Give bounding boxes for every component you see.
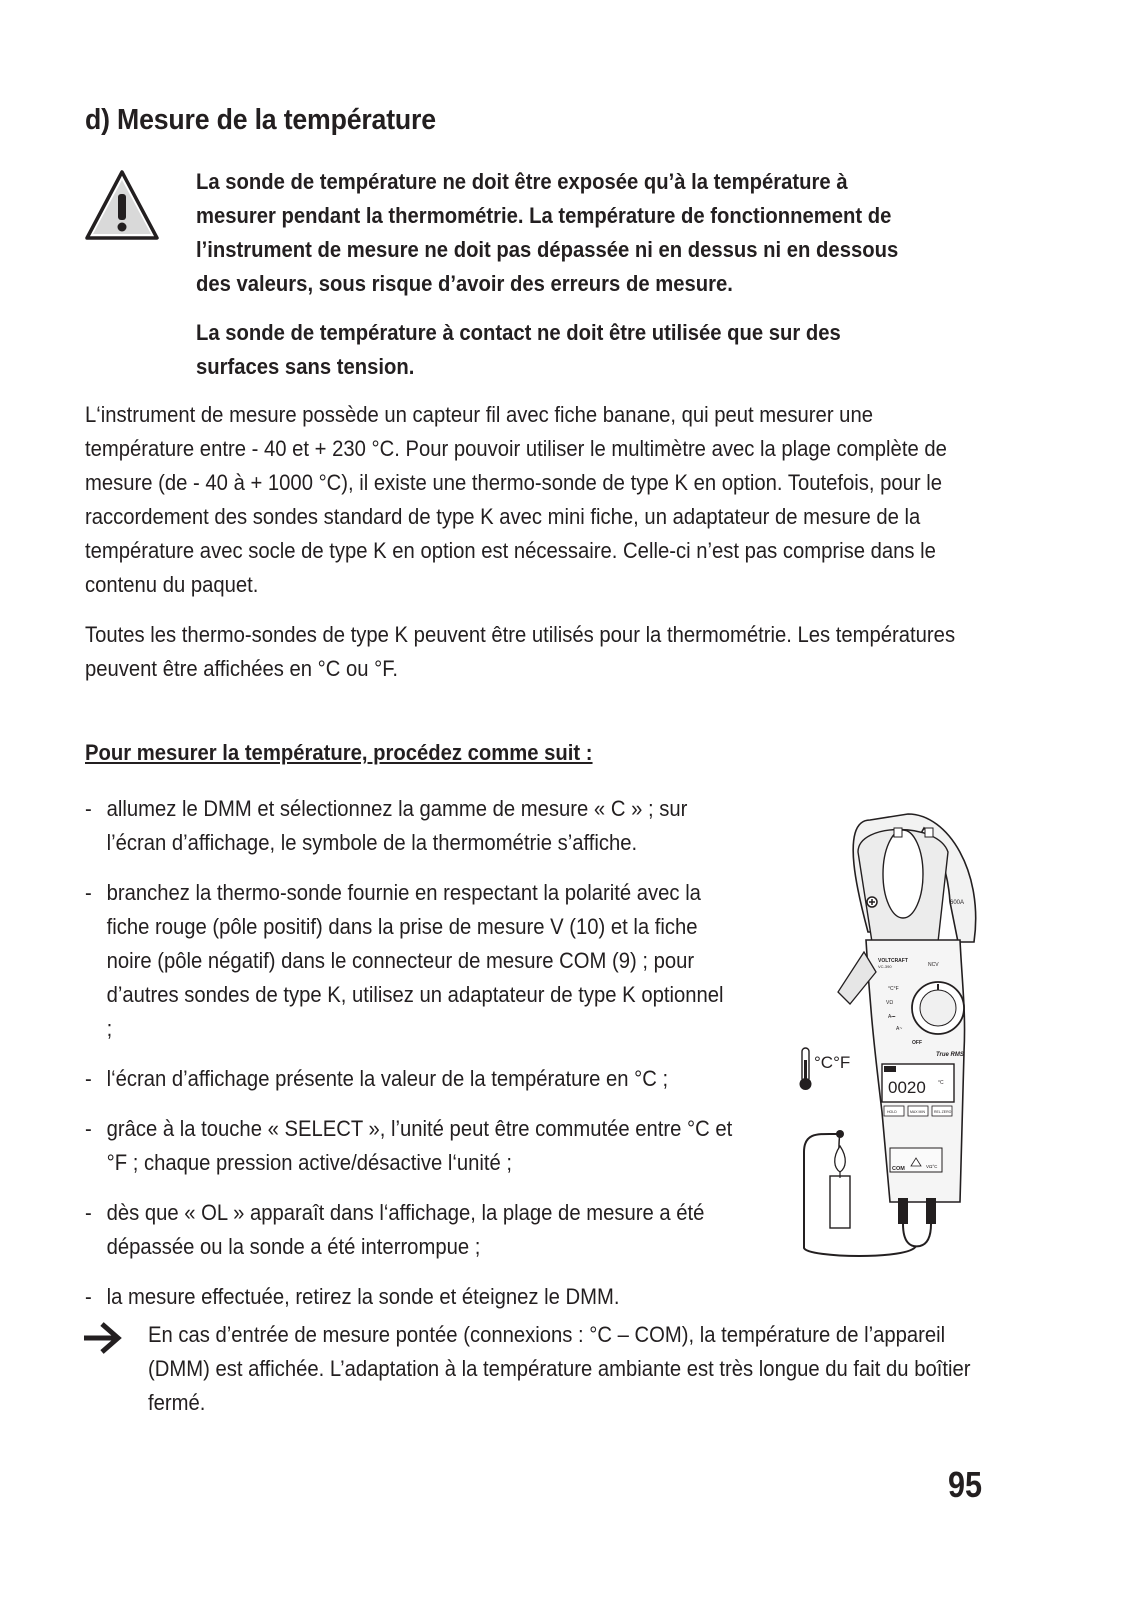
candle	[830, 1176, 850, 1228]
page-number: 95	[948, 1464, 983, 1505]
bullet-dash: -	[85, 880, 92, 905]
dial-label-dca: A⎓	[888, 1014, 896, 1020]
hold-label: HOLD	[887, 1110, 897, 1114]
arrow-right-icon	[82, 1320, 124, 1356]
off-label: OFF	[912, 1040, 922, 1046]
unit-label: °C°F	[814, 1053, 851, 1072]
display-value: 0020	[888, 1078, 926, 1097]
v-socket-label: VΩ°C	[926, 1164, 938, 1169]
warning-text-1: La sonde de température ne doit être exposée qu’à la température à mesurer pendant la thermométrie. La température de fonctionnement de l’instrument de mesure ne doit pas dépassée ni en dessus ni en dessous des valeurs, sous risque d’avoir des erreurs de mesure.	[196, 169, 899, 296]
jaw-opening	[883, 830, 923, 918]
procedure-heading: Pour mesurer la température, procédez comme suit :	[85, 740, 593, 765]
model-label: VC-390	[878, 964, 892, 969]
section-title: d) Mesure de la température	[85, 104, 436, 136]
range-label: 600A	[950, 900, 965, 906]
list-item	[85, 792, 733, 860]
clamp-meter-illustration	[798, 812, 988, 1262]
red-plug	[926, 1198, 936, 1224]
step-text: l‘écran d’affichage présente la valeur de la température en °C ;	[106, 1066, 669, 1091]
intro-paragraph: L‘instrument de mesure possède un capteur fil avec fiche banane, qui peut mesurer une température entre - 40 et + 230 °C. Pour pouvoir utiliser le multimètre avec la plage complète de mesure (de - 40 à + 1000 °C), il existe une thermo-sonde de type K en option. Toutefois, pour le raccordement des sondes standard de type K avec mini fiche, un adaptateur de mesure de la température avec socle de type K en option est nécessaire. Celle-ci n’est pas comprise dans le contenu du paquet.	[85, 402, 947, 597]
procedure-steps	[85, 792, 733, 1330]
warning-text-2: La sonde de température à contact ne doit être utilisée que sur des surfaces sans tension.	[196, 320, 841, 379]
list-item	[85, 1280, 1007, 1314]
max-min-label: MAX MIN	[910, 1110, 925, 1114]
black-plug	[898, 1198, 908, 1224]
true-rms-label: True RMS	[936, 1052, 964, 1058]
thermo-paragraph: Toutes les thermo-sondes de type K peuvent être utilisés pour la thermométrie. Les températures peuvent être affichées en °C ou °F.	[85, 622, 956, 681]
bullet-dash: -	[85, 796, 92, 821]
bullet-dash: -	[85, 1116, 92, 1141]
note-text: En cas d’entrée de mesure pontée (connexions : °C – COM), la température de l’appareil (DMM) est affichée. L’adaptation à la température ambiante est très longue du fait du boîtier fermé.	[148, 1322, 971, 1415]
warning-icon	[84, 168, 160, 244]
display-unit: °C	[938, 1080, 944, 1086]
flame-icon	[835, 1146, 846, 1172]
step-text: dès que « OL » apparaît dans l‘affichage, la plage de mesure a été dépassée ou la sonde a été interrompue ;	[106, 1200, 705, 1259]
rel-zero-label: REL ZERO	[934, 1110, 952, 1114]
dial-label-temp: °C°F	[888, 986, 899, 992]
list-item	[85, 876, 733, 1046]
ncv-label: NCV	[928, 962, 939, 968]
step-text: branchez la thermo-sonde fournie en respectant la polarité avec la fiche rouge (pôle positif) dans la prise de mesure V (10) et la fiche noire (pôle négatif) dans le connecteur de mesure COM (9) ; pour d’autres sondes de type K, utilisez un adaptateur de type K optionnel ;	[106, 880, 724, 1041]
step-text: allumez le DMM et sélectionnez la gamme de mesure « C » ; sur l’écran d’affichage, le symbole de la thermométrie s’affiche.	[106, 796, 688, 855]
step-text: grâce à la touche « SELECT », l’unité peut être commutée entre °C et °F ; chaque pression active/désactive l‘unité ;	[106, 1116, 733, 1175]
bullet-dash: -	[85, 1200, 92, 1225]
thermometer-icon	[800, 1048, 812, 1090]
list-item	[85, 1112, 733, 1180]
brand-label: VOLTCRAFT	[878, 958, 908, 964]
bullet-dash: -	[85, 1066, 92, 1091]
dial-label-volt: VΩ	[886, 1000, 894, 1006]
list-item	[85, 1062, 733, 1096]
com-label: COM	[892, 1166, 905, 1172]
list-item	[85, 1196, 733, 1264]
step-text: la mesure effectuée, retirez la sonde et éteignez le DMM.	[106, 1284, 620, 1309]
dial-label-aca: A~	[896, 1026, 903, 1032]
bullet-dash: -	[85, 1284, 92, 1309]
